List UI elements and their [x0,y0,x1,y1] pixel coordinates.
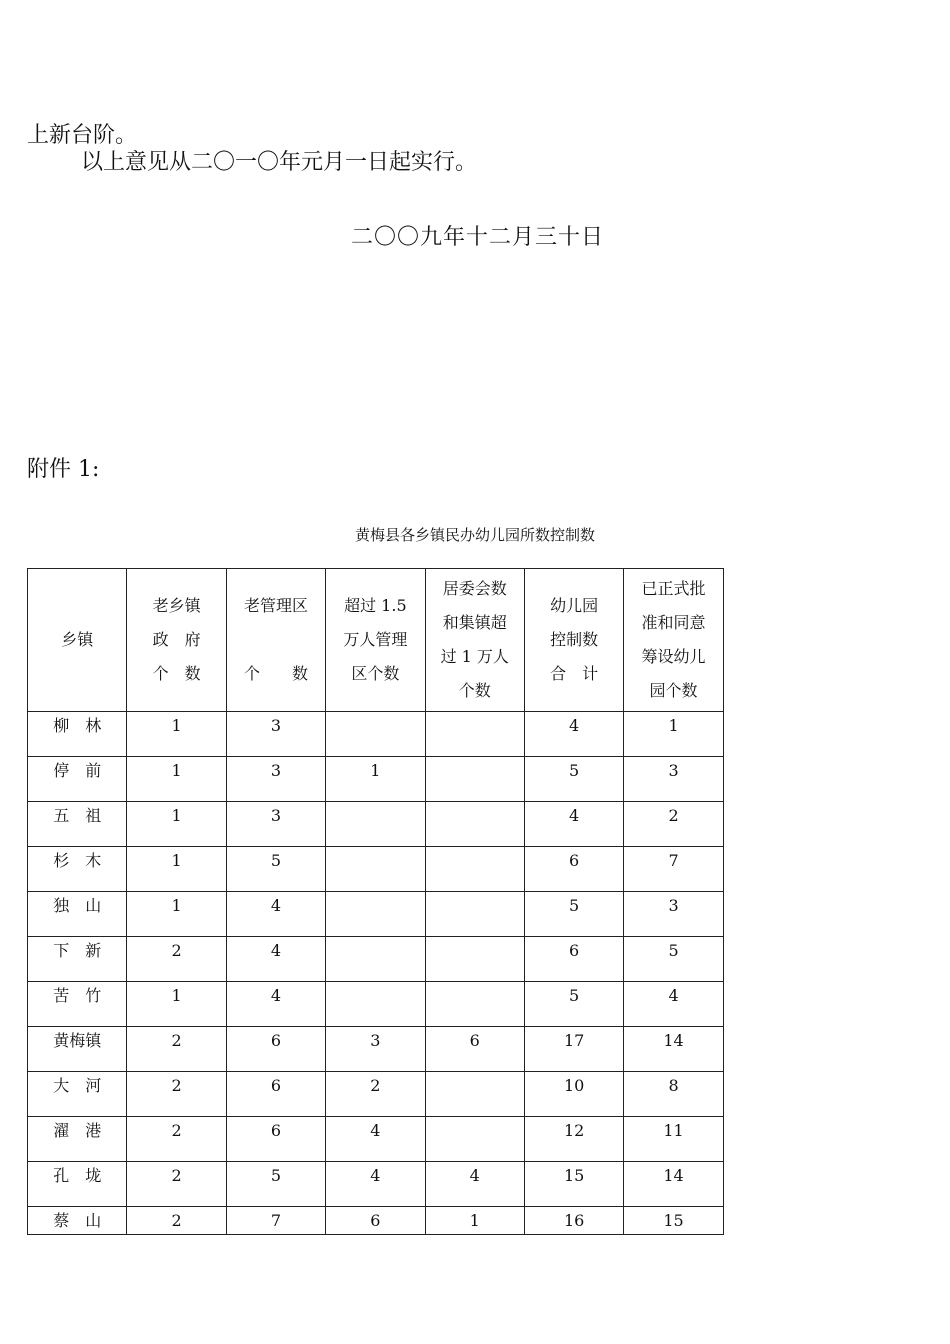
table-cell: 4 [524,802,623,847]
table-row [28,1117,724,1162]
table-cell: 2 [127,1162,226,1207]
table-cell [425,937,524,982]
table-cell: 2 [127,1207,226,1235]
table-cell: 3 [226,802,325,847]
town-name-cell: 停 前 [28,757,127,802]
table-cell [425,1072,524,1117]
table-row [28,892,724,937]
table-row [28,1162,724,1207]
table-cell: 16 [524,1207,623,1235]
table-cell [425,757,524,802]
table-cell: 2 [326,1072,425,1117]
table-cell: 1 [624,712,723,757]
table-cell: 12 [524,1117,623,1162]
table-cell [326,937,425,982]
table-cell: 6 [425,1027,524,1072]
table-cell [326,847,425,892]
table-cell: 1 [127,802,226,847]
table-cell: 1 [127,712,226,757]
town-name-cell: 苦 竹 [28,982,127,1027]
header-label: 超过 1.5 万人管理 区个数 [343,596,408,683]
table-cell [326,712,425,757]
table-cell: 1 [326,757,425,802]
town-name-cell: 蔡 山 [28,1207,127,1235]
table-cell: 5 [226,1162,325,1207]
header-label: 老管理区 个 数 [243,596,308,683]
table-cell: 14 [624,1027,723,1072]
body-text-line: 以上意见从二〇一〇年元月一日起实行。 [81,150,478,175]
town-name-cell: 杉 木 [28,847,127,892]
town-name-cell: 濯 港 [28,1117,127,1162]
table-header-row [28,569,724,712]
header-approved-count [624,569,723,712]
table-row [28,1072,724,1117]
table-cell: 4 [624,982,723,1027]
table-cell: 5 [524,892,623,937]
table-cell: 6 [524,937,623,982]
town-name-cell: 下 新 [28,937,127,982]
table-cell: 6 [524,847,623,892]
table-cell [425,1117,524,1162]
header-old-management-districts [226,569,325,712]
table-cell: 4 [226,892,325,937]
table-cell: 6 [226,1072,325,1117]
attachment-label: 附件 1: [27,457,100,482]
table-cell: 1 [127,892,226,937]
table-cell [326,982,425,1027]
header-old-township-govts [127,569,226,712]
table-cell [425,892,524,937]
table-cell: 4 [524,712,623,757]
table-cell: 6 [326,1207,425,1235]
table-cell: 3 [226,757,325,802]
table-cell: 5 [226,847,325,892]
table-cell: 6 [226,1027,325,1072]
table-cell: 5 [524,982,623,1027]
table-cell: 3 [624,892,723,937]
table-cell: 4 [326,1117,425,1162]
table-cell: 4 [226,982,325,1027]
table-row [28,712,724,757]
header-label: 幼儿园 控制数 合 计 [550,596,599,683]
town-name-cell: 五 祖 [28,802,127,847]
table-cell: 5 [524,757,623,802]
table-cell [425,802,524,847]
table-cell: 6 [226,1117,325,1162]
table-title: 黄梅县各乡镇民办幼儿园所数控制数 [354,526,595,544]
table-cell: 3 [226,712,325,757]
table-cell: 15 [524,1162,623,1207]
table-cell: 4 [425,1162,524,1207]
town-name-cell: 黄梅镇 [28,1027,127,1072]
table-cell [425,982,524,1027]
table-cell: 4 [226,937,325,982]
table-row [28,1027,724,1072]
header-label: 已正式批 准和同意 筹设幼儿 园个数 [641,579,706,700]
table-cell: 10 [524,1072,623,1117]
table-body [28,712,724,1235]
header-label: 居委会数 和集镇超 过 1 万人 个数 [440,579,509,700]
header-town [28,569,127,712]
table-cell: 8 [624,1072,723,1117]
table-cell: 1 [127,757,226,802]
table-cell: 2 [127,1027,226,1072]
table-cell: 15 [624,1207,723,1235]
table-cell [425,847,524,892]
document-date: 二〇〇九年十二月三十日 [351,225,605,250]
table-row [28,937,724,982]
table-cell: 2 [624,802,723,847]
table-cell [326,892,425,937]
table-cell: 2 [127,937,226,982]
table-cell: 14 [624,1162,723,1207]
town-name-cell: 独 山 [28,892,127,937]
table-cell: 2 [127,1072,226,1117]
table-cell: 1 [127,982,226,1027]
header-districts-over-15k [326,569,425,712]
table-cell [425,712,524,757]
table-cell: 3 [624,757,723,802]
header-committees-over-10k [425,569,524,712]
table-cell: 2 [127,1117,226,1162]
header-label: 老乡镇 政 府 个 数 [152,596,201,683]
table-cell: 1 [425,1207,524,1235]
table-row [28,847,724,892]
town-name-cell: 大 河 [28,1072,127,1117]
table-row [28,1207,724,1235]
table-cell: 5 [624,937,723,982]
table-row [28,757,724,802]
table-cell: 7 [226,1207,325,1235]
table-cell: 3 [326,1027,425,1072]
town-name-cell: 柳 林 [28,712,127,757]
body-text-line: 上新台阶。 [27,123,138,148]
table-cell: 7 [624,847,723,892]
kindergarten-quota-table [27,568,724,1235]
table-row [28,982,724,1027]
table-row [28,802,724,847]
header-quota-total [524,569,623,712]
table-cell: 17 [524,1027,623,1072]
table-cell: 11 [624,1117,723,1162]
town-name-cell: 孔 垅 [28,1162,127,1207]
table-cell [326,802,425,847]
table-cell: 4 [326,1162,425,1207]
header-label: 乡镇 [61,630,94,649]
table-cell: 1 [127,847,226,892]
